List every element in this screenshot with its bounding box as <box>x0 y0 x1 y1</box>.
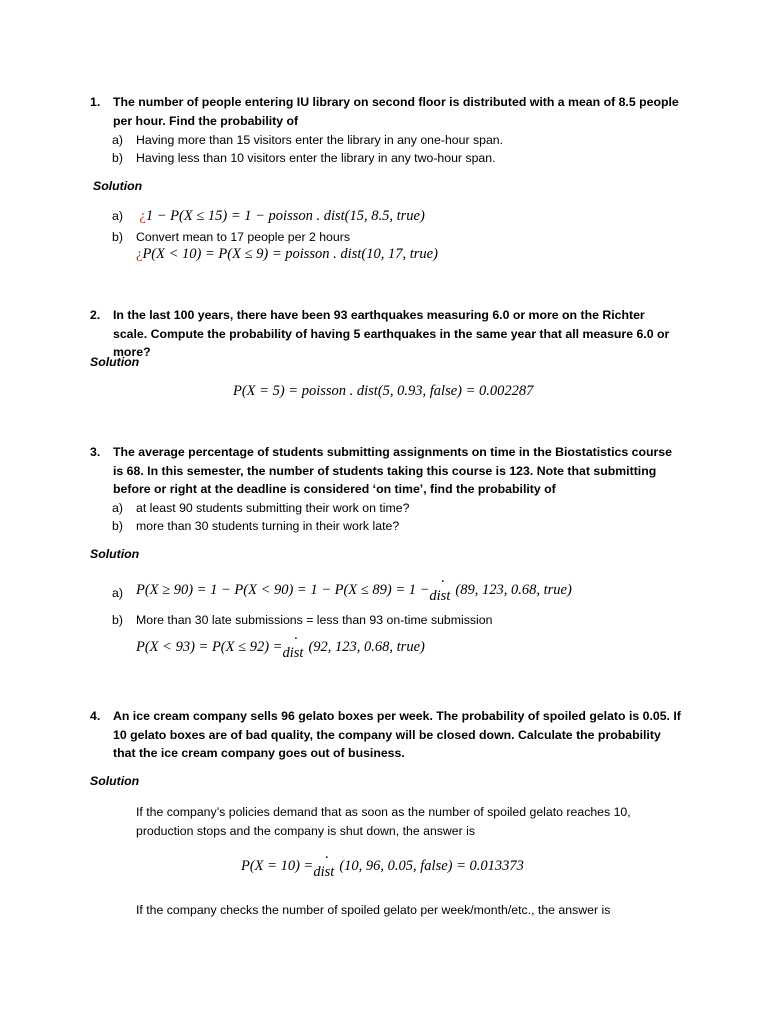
question-1-text: The number of people entering IU library on second floor is distributed with a mean of 8.5 people per hour. Find the probability of <box>113 95 679 128</box>
solution-3-part-a <box>112 584 136 602</box>
sol-b-text: Convert mean to 17 people per 2 hours <box>136 230 350 244</box>
question-1-number: 1. <box>90 95 101 109</box>
question-2-text: In the last 100 years, there have been 93 earthquakes measuring 6.0 or more on the Richter scale. Compute the probability of having 5 earthquakes in the same year that all measure 6.0 or more? <box>113 308 670 360</box>
solution-4-formula: P(X = 10) = · dist (10, 96, 0.05, false) = 0.013373 <box>241 850 524 880</box>
question-1-part-a <box>112 131 503 149</box>
solution-4-heading: Solution <box>90 774 140 788</box>
question-4 <box>90 707 682 763</box>
question-2 <box>90 306 682 362</box>
question-3-part-b <box>112 517 399 535</box>
dist-operator: · dist <box>429 574 451 604</box>
inverted-question-mark: ¿ <box>136 246 143 262</box>
part-b-label: b) <box>112 519 123 533</box>
part-b-text: more than 30 students turning in their work late? <box>136 519 400 533</box>
part-b-label: b) <box>112 151 123 165</box>
part-a-text: at least 90 students submitting their work on time? <box>136 501 410 515</box>
solution-3-part-a-formula: P(X ≥ 90) = 1 − P(X < 90) = 1 − P(X ≤ 89) = 1 − · dist (89, 123, 0.68, true) <box>136 574 572 604</box>
part-a-label: a) <box>112 501 123 515</box>
dist-operator: · dist <box>282 631 304 661</box>
sol-b-text: More than 30 late submissions = less than 93 on-time submission <box>136 613 493 627</box>
sol-b-label: b) <box>112 230 123 244</box>
part-a-text: Having more than 15 visitors enter the library in any one-hour span. <box>136 133 504 147</box>
solution-3-heading: Solution <box>90 547 140 561</box>
sol-b-label: b) <box>112 613 123 627</box>
solution-3-part-b <box>112 611 492 629</box>
solution-1-part-a <box>112 207 425 225</box>
sol-a-label: a) <box>112 209 123 223</box>
question-2-number: 2. <box>90 308 101 322</box>
question-1 <box>90 93 682 130</box>
sol-a-formula: ¿1 − P(X ≤ 15) = 1 − poisson . dist(15, 8.5, true) <box>139 208 425 224</box>
dist-operator: · dist <box>313 850 335 880</box>
question-3 <box>90 443 682 499</box>
part-a-label: a) <box>112 133 123 147</box>
question-3-text: The average percentage of students submitting assignments on time in the Biostatistics course is 68. In this semester, the number of students taking this course is 123. Note that submitting before or right at the deadline is considered ‘on time’, find the probability of <box>113 445 672 497</box>
solution-4-paragraph-1: If the company’s policies demand that as soon as the number of spoiled gelato reaches 10, production stops and the company is shut down, the answer is <box>136 805 631 838</box>
question-4-number: 4. <box>90 709 101 723</box>
part-b-text: Having less than 10 visitors enter the library in any two-hour span. <box>136 151 496 165</box>
solution-4-paragraph-2: If the company checks the number of spoiled gelato per week/month/etc., the answer is <box>136 903 611 917</box>
solution-1-part-b-formula: ¿P(X < 10) = P(X ≤ 9) = poisson . dist(10, 17, true) <box>136 246 438 262</box>
solution-2-heading: Solution <box>90 355 140 369</box>
question-1-part-b <box>112 149 496 167</box>
solution-1-part-b <box>112 228 350 246</box>
sol-a-label: a) <box>112 586 123 600</box>
inverted-question-mark: ¿ <box>139 208 146 224</box>
question-3-part-a <box>112 499 409 517</box>
solution-1-heading: Solution <box>93 179 143 193</box>
solution-3-part-b-formula: P(X < 93) = P(X ≤ 92) = · dist (92, 123, 0.68, true) <box>136 631 425 661</box>
question-4-text: An ice cream company sells 96 gelato boxes per week. The probability of spoiled gelato is 0.05. If 10 gelato boxes are of bad quality, the company will be closed down. Calculate the probability that the ice cream company goes out of business. <box>113 709 681 761</box>
question-3-number: 3. <box>90 445 101 459</box>
solution-2-formula: P(X = 5) = poisson . dist(5, 0.93, false) = 0.002287 <box>233 383 534 399</box>
